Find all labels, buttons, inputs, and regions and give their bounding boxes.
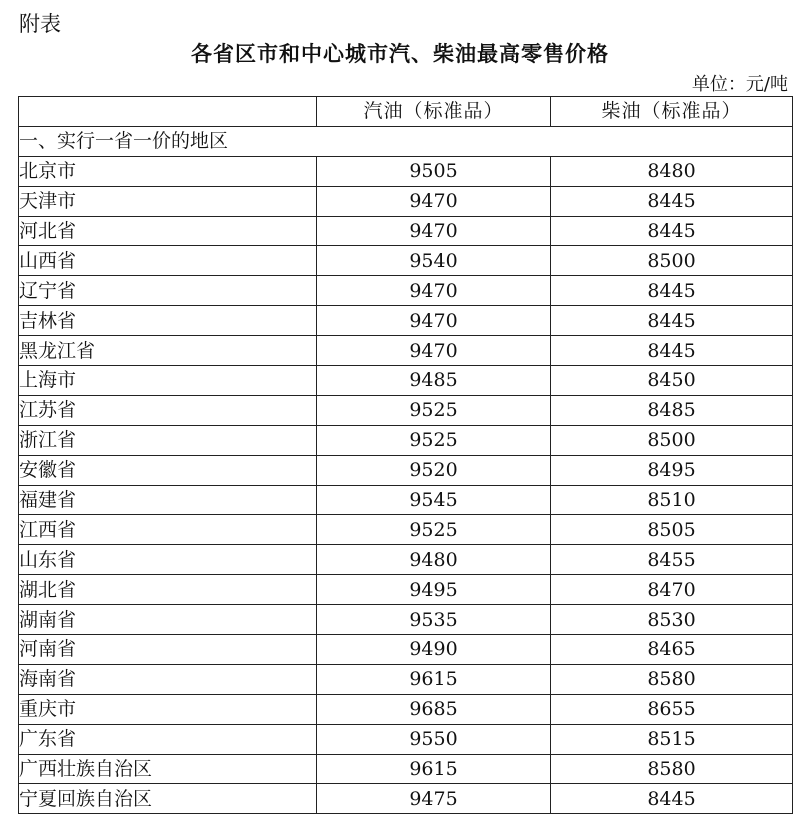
table-row (19, 605, 793, 635)
header-diesel: 柴油（标准品） (551, 97, 793, 127)
table-row (19, 455, 793, 485)
table-row (19, 724, 793, 754)
table-row (19, 186, 793, 216)
region-cell: 浙江省 (19, 425, 317, 455)
diesel-price-cell: 8580 (551, 754, 793, 784)
diesel-price-cell: 8530 (551, 605, 793, 635)
diesel-price-cell: 8580 (551, 664, 793, 694)
table-row (19, 246, 793, 276)
gasoline-price-cell: 9470 (317, 306, 551, 336)
region-cell: 黑龙江省 (19, 336, 317, 366)
table-row (19, 395, 793, 425)
gasoline-price-cell: 9490 (317, 635, 551, 665)
table-row (19, 515, 793, 545)
section-row (19, 126, 793, 156)
gasoline-price-cell: 9520 (317, 455, 551, 485)
diesel-price-cell: 8500 (551, 246, 793, 276)
diesel-price-cell: 8505 (551, 515, 793, 545)
diesel-price-cell: 8445 (551, 216, 793, 246)
region-cell: 上海市 (19, 366, 317, 396)
table-row (19, 156, 793, 186)
table-row (19, 575, 793, 605)
region-cell: 广东省 (19, 724, 317, 754)
diesel-price-cell: 8485 (551, 395, 793, 425)
region-cell: 山西省 (19, 246, 317, 276)
diesel-price-cell: 8500 (551, 425, 793, 455)
gasoline-price-cell: 9525 (317, 395, 551, 425)
diesel-price-cell: 8445 (551, 186, 793, 216)
unit-label: 单位：元/吨 (691, 74, 788, 95)
region-cell: 山东省 (19, 545, 317, 575)
gasoline-price-cell: 9485 (317, 366, 551, 396)
table-row (19, 425, 793, 455)
gasoline-price-cell: 9495 (317, 575, 551, 605)
table-row (19, 784, 793, 814)
diesel-price-cell: 8450 (551, 366, 793, 396)
diesel-price-cell: 8510 (551, 485, 793, 515)
diesel-price-cell: 8480 (551, 156, 793, 186)
table-row (19, 336, 793, 366)
section-title: 一、实行一省一价的地区 (19, 126, 793, 156)
region-cell: 江西省 (19, 515, 317, 545)
diesel-price-cell: 8445 (551, 306, 793, 336)
gasoline-price-cell: 9545 (317, 485, 551, 515)
diesel-price-cell: 8445 (551, 276, 793, 306)
region-cell: 辽宁省 (19, 276, 317, 306)
region-cell: 湖南省 (19, 605, 317, 635)
gasoline-price-cell: 9475 (317, 784, 551, 814)
diesel-price-cell: 8470 (551, 575, 793, 605)
gasoline-price-cell: 9550 (317, 724, 551, 754)
region-cell: 福建省 (19, 485, 317, 515)
diesel-price-cell: 8455 (551, 545, 793, 575)
diesel-price-cell: 8445 (551, 784, 793, 814)
gasoline-price-cell: 9470 (317, 336, 551, 366)
gasoline-price-cell: 9470 (317, 216, 551, 246)
gasoline-price-cell: 9685 (317, 694, 551, 724)
region-cell: 海南省 (19, 664, 317, 694)
table-row (19, 664, 793, 694)
table-row (19, 754, 793, 784)
price-table (18, 96, 793, 814)
gasoline-price-cell: 9525 (317, 515, 551, 545)
table-row (19, 216, 793, 246)
region-cell: 天津市 (19, 186, 317, 216)
header-region (19, 97, 317, 127)
attachment-label: 附表 (19, 12, 61, 36)
diesel-price-cell: 8445 (551, 336, 793, 366)
region-cell: 江苏省 (19, 395, 317, 425)
gasoline-price-cell: 9480 (317, 545, 551, 575)
table-row (19, 306, 793, 336)
diesel-price-cell: 8655 (551, 694, 793, 724)
region-cell: 北京市 (19, 156, 317, 186)
diesel-price-cell: 8515 (551, 724, 793, 754)
table-header-row (19, 97, 793, 127)
diesel-price-cell: 8465 (551, 635, 793, 665)
table-row (19, 694, 793, 724)
header-gasoline: 汽油（标准品） (317, 97, 551, 127)
table-row (19, 366, 793, 396)
diesel-price-cell: 8495 (551, 455, 793, 485)
region-cell: 河北省 (19, 216, 317, 246)
region-cell: 重庆市 (19, 694, 317, 724)
document-title: 各省区市和中心城市汽、柴油最高零售价格 (191, 42, 609, 66)
region-cell: 广西壮族自治区 (19, 754, 317, 784)
region-cell: 吉林省 (19, 306, 317, 336)
gasoline-price-cell: 9470 (317, 276, 551, 306)
gasoline-price-cell: 9535 (317, 605, 551, 635)
table-row (19, 635, 793, 665)
gasoline-price-cell: 9540 (317, 246, 551, 276)
table-body (19, 126, 793, 813)
region-cell: 安徽省 (19, 455, 317, 485)
gasoline-price-cell: 9505 (317, 156, 551, 186)
gasoline-price-cell: 9615 (317, 754, 551, 784)
table-row (19, 485, 793, 515)
gasoline-price-cell: 9470 (317, 186, 551, 216)
region-cell: 河南省 (19, 635, 317, 665)
region-cell: 湖北省 (19, 575, 317, 605)
table-row (19, 276, 793, 306)
gasoline-price-cell: 9525 (317, 425, 551, 455)
region-cell: 宁夏回族自治区 (19, 784, 317, 814)
gasoline-price-cell: 9615 (317, 664, 551, 694)
table-row (19, 545, 793, 575)
